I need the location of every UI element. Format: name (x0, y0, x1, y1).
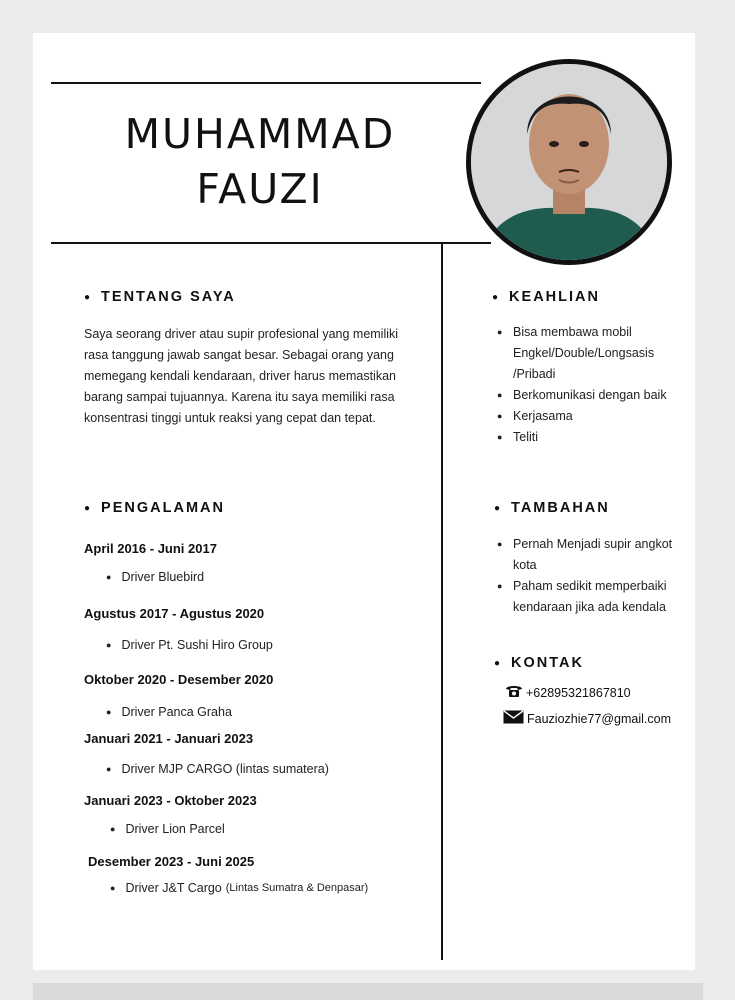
experience-job (106, 570, 204, 584)
experience-job (110, 881, 368, 895)
column-divider (441, 243, 443, 960)
bullet-icon: ● (497, 581, 503, 591)
page-shadow (33, 983, 703, 1000)
contact-heading (494, 655, 584, 671)
bullet-icon: ● (497, 327, 503, 337)
experience-job-label: Driver MJP CARGO (lintas sumatera) (121, 762, 329, 776)
contact-heading-label: KONTAK (511, 655, 584, 671)
first-name: MUHAMMAD (124, 110, 396, 158)
heading-bullet-icon: ● (494, 502, 503, 514)
experience-job-label: Driver Panca Graha (121, 705, 232, 719)
bullet-icon: ● (497, 539, 503, 549)
experience-job (106, 762, 329, 776)
list-item (497, 406, 687, 427)
list-item (497, 427, 687, 448)
experience-heading-label: PENGALAMAN (101, 500, 225, 516)
extra-heading-label: TAMBAHAN (511, 500, 610, 516)
experience-period: Desember 2023 - Juni 2025 (88, 854, 255, 869)
bullet-icon: ● (110, 824, 116, 834)
extra-text: Pernah Menjadi supir angkot kota (513, 537, 673, 572)
extra-list (497, 534, 687, 618)
header-bottom-rule (51, 242, 491, 244)
skill-text: Bisa membawa mobil Engkel/Double/Longsasis /Pribadi (513, 325, 655, 381)
email-address: Fauziozhie77@gmail.com (527, 711, 672, 726)
heading-bullet-icon: ● (492, 291, 501, 303)
experience-heading (84, 500, 225, 516)
envelope-icon (503, 710, 524, 727)
about-heading-label: TENTANG SAYA (101, 289, 236, 305)
skills-heading-label: KEAHLIAN (509, 289, 600, 305)
experience-period: Januari 2021 - Januari 2023 (84, 731, 254, 746)
experience-period: Januari 2023 - Oktober 2023 (84, 793, 257, 808)
skill-text: Teliti (513, 430, 539, 444)
profile-photo (466, 59, 672, 265)
heading-bullet-icon: ● (84, 291, 93, 303)
bullet-icon: ● (106, 572, 112, 582)
list-item (497, 385, 687, 406)
bullet-icon: ● (497, 411, 503, 421)
experience-job (110, 822, 225, 836)
contact-email (503, 710, 671, 727)
bullet-icon: ● (497, 390, 503, 400)
experience-job-label: Driver Lion Parcel (125, 822, 225, 836)
extra-text: Paham sedikit memperbaiki kendaraan jika ada kendala (513, 579, 667, 614)
experience-job-label: Driver Pt. Sushi Hiro Group (121, 638, 273, 652)
skills-list (497, 322, 687, 448)
contact-phone (505, 684, 631, 701)
bullet-icon: ● (110, 883, 116, 893)
experience-job (106, 638, 273, 652)
experience-period: Oktober 2020 - Desember 2020 (84, 672, 274, 687)
experience-job (106, 705, 232, 719)
bullet-icon: ● (106, 707, 112, 717)
heading-bullet-icon: ● (494, 657, 503, 669)
skill-text: Berkomunikasi dengan baik (513, 388, 667, 402)
portrait-illustration (471, 64, 667, 260)
list-item (497, 322, 687, 385)
bullet-icon: ● (106, 640, 112, 650)
experience-job-label: Driver J&T Cargo (125, 881, 222, 895)
last-name: FAUZI (196, 165, 324, 213)
skill-text: Kerjasama (513, 409, 573, 423)
bullet-icon: ● (497, 432, 503, 442)
about-heading (84, 289, 236, 305)
phone-number: +62895321867810 (526, 685, 631, 700)
experience-job-note: (Lintas Sumatra & Denpasar) (225, 882, 369, 894)
header-top-rule (51, 82, 481, 84)
experience-period: Agustus 2017 - Agustus 2020 (84, 606, 265, 621)
list-item (497, 534, 687, 576)
experience-period: April 2016 - Juni 2017 (84, 541, 217, 556)
bullet-icon: ● (106, 764, 112, 774)
experience-job-label: Driver Bluebird (121, 570, 205, 584)
about-text: Saya seorang driver atau supir profesional yang memiliki rasa tanggung jawab sangat besar. Sebagai orang yang memegang kendali kendaraan, driver harus memastikan barang sampai tujuannya. Karena itu saya memiliki rasa konsentrasi tinggi untuk reaksi yang cepat dan tepat. (84, 327, 399, 425)
heading-bullet-icon: ● (84, 502, 93, 514)
skills-heading (492, 289, 600, 305)
phone-icon (505, 684, 523, 701)
list-item (497, 576, 687, 618)
extra-heading (494, 500, 610, 516)
